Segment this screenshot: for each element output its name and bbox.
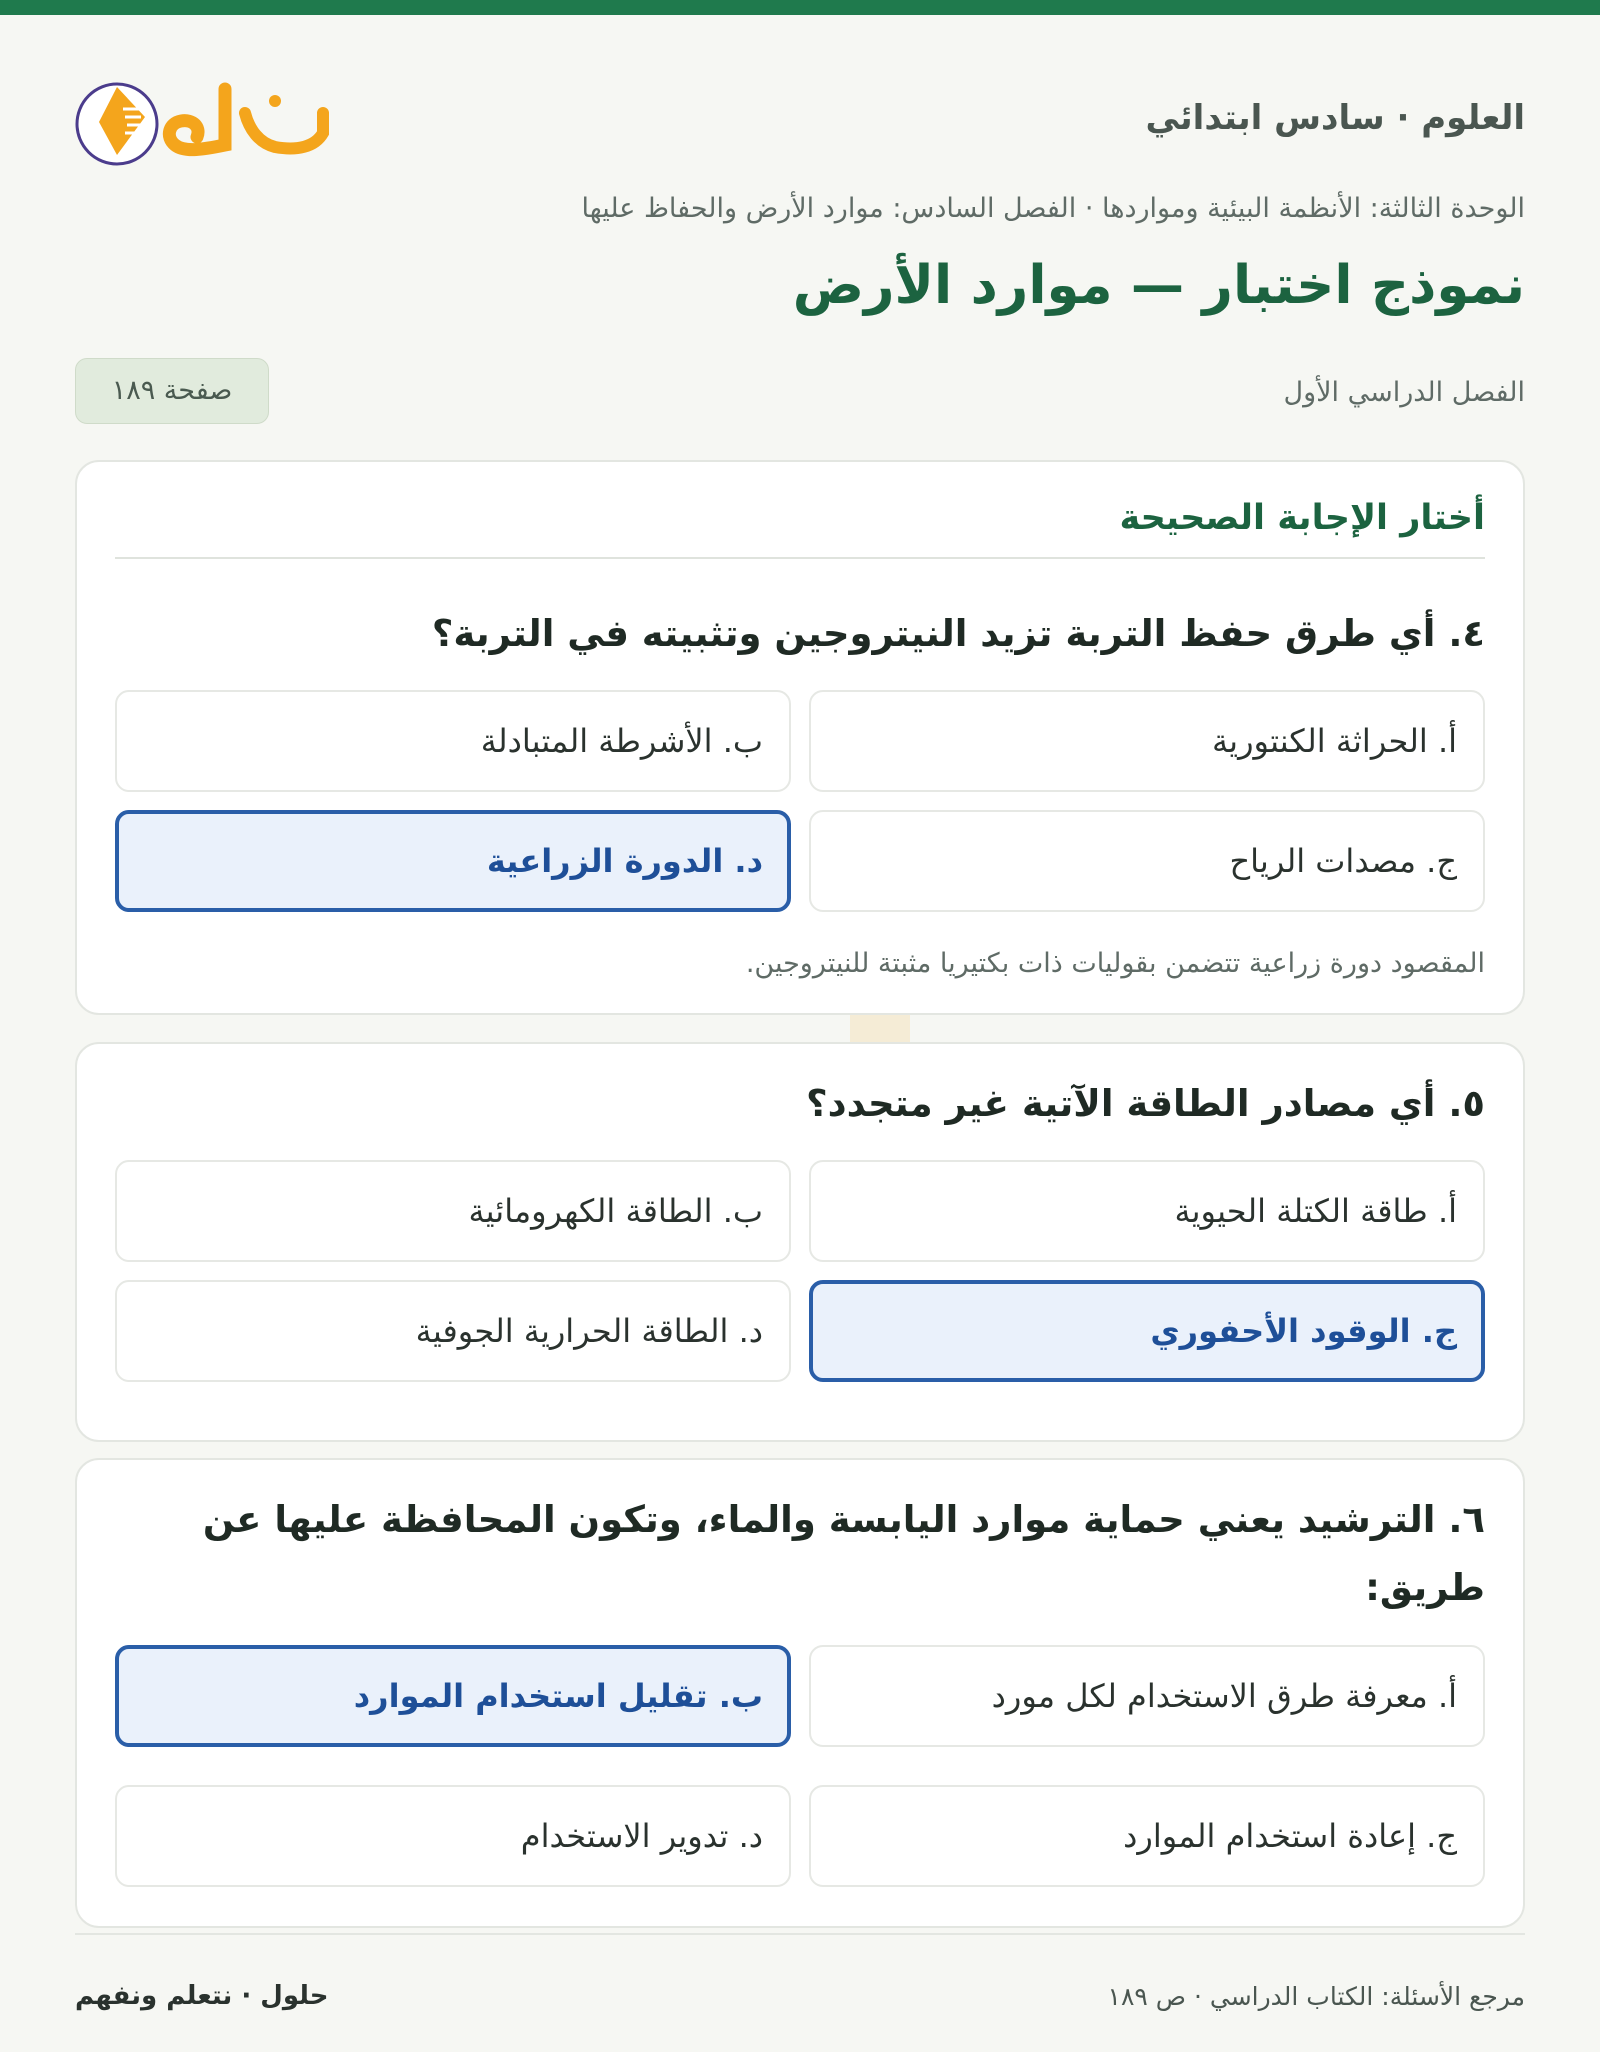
option-b-correct[interactable]: ب. تقليل استخدام الموارد bbox=[115, 1645, 791, 1747]
question-card-6 bbox=[75, 1458, 1525, 1928]
question-text: ٦. الترشيد يعني حماية موارد اليابسة والماء، وتكون المحافظة عليها عن طريق: bbox=[202, 1498, 1485, 1609]
question-text: ٤. أي طرق حفظ التربة تزيد النيتروجين وتثبيته في التربة؟ bbox=[431, 612, 1485, 655]
option-b[interactable]: ب. الطاقة الكهرومائية bbox=[115, 1160, 791, 1262]
question-card-4 bbox=[75, 460, 1525, 1015]
option-a[interactable]: أ. معرفة طرق الاستخدام لكل مورد bbox=[809, 1645, 1485, 1747]
option-c-correct[interactable]: ج. الوقود الأحفوري bbox=[809, 1280, 1485, 1382]
option-d[interactable]: د. تدوير الاستخدام bbox=[115, 1785, 791, 1887]
section-title: أختار الإجابة الصحيحة bbox=[1119, 498, 1485, 538]
option-a[interactable]: أ. طاقة الكتلة الحيوية bbox=[809, 1160, 1485, 1262]
option-b[interactable]: ب. الأشرطة المتبادلة bbox=[115, 690, 791, 792]
option-a[interactable]: أ. الحراثة الكنتورية bbox=[809, 690, 1485, 792]
option-d[interactable]: د. الطاقة الحرارية الجوفية bbox=[115, 1280, 791, 1382]
semester-label: الفصل الدراسي الأول bbox=[1283, 377, 1525, 408]
answer-note: المقصود دورة زراعية تتضمن بقوليات ذات بكتيريا مثبتة للنيتروجين. bbox=[745, 948, 1485, 979]
footer-reference: مرجع الأسئلة: الكتاب الدراسي · ص ١٨٩ bbox=[1107, 1982, 1525, 2011]
page-number-badge: صفحة ١٨٩ bbox=[75, 358, 269, 424]
brand-logo bbox=[75, 67, 345, 177]
page-header bbox=[75, 55, 1525, 185]
section-divider bbox=[115, 557, 1485, 559]
option-c[interactable]: ج. مصدات الرياح bbox=[809, 810, 1485, 912]
subject-label: العلوم · سادس ابتدائي bbox=[1145, 98, 1525, 138]
option-c[interactable]: ج. إعادة استخدام الموارد bbox=[809, 1785, 1485, 1887]
question-card-5 bbox=[75, 1042, 1525, 1442]
top-accent-bar bbox=[0, 0, 1600, 15]
page-title: نموذج اختبار — موارد الأرض bbox=[792, 255, 1525, 316]
footer-brand: حلول · نتعلم ونفهم bbox=[75, 1981, 329, 2011]
footer-divider bbox=[75, 1933, 1525, 1935]
breadcrumb: الوحدة الثالثة: الأنظمة البيئية ومواردها · الفصل السادس: موارد الأرض والحفاظ عليها bbox=[581, 193, 1525, 224]
question-text: ٥. أي مصادر الطاقة الآتية غير متجدد؟ bbox=[806, 1082, 1485, 1125]
option-d-correct[interactable]: د. الدورة الزراعية bbox=[115, 810, 791, 912]
